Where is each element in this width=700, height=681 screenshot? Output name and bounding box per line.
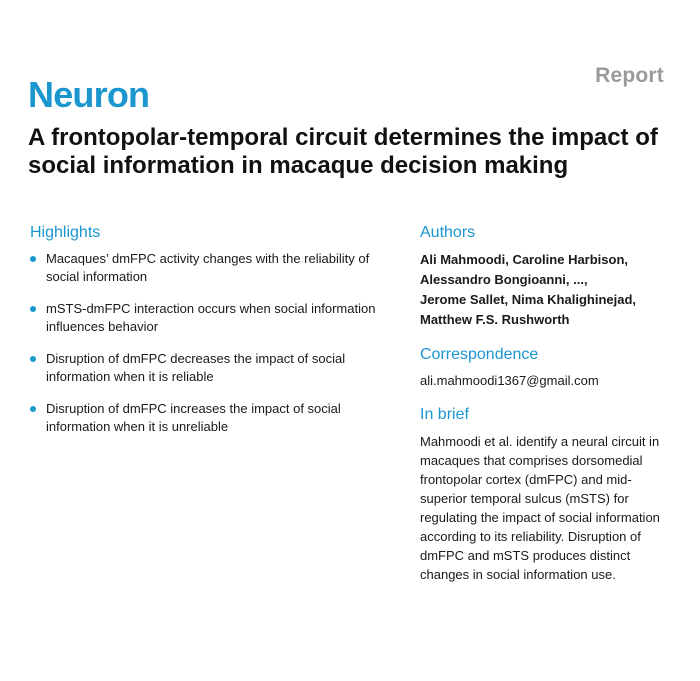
highlights-heading: Highlights [30,224,101,241]
bullet-icon [30,406,36,412]
highlight-text: mSTS-dmFPC interaction occurs when social information influences behavior [46,301,376,334]
article-title: A frontopolar-temporal circuit determines the impact of social information in macaque decision making [28,124,658,179]
sidebar-info [420,224,672,584]
in-brief-text: Mahmoodi et al. identify a neural circuit in macaques that comprises dorsomedial frontopolar cortex (dmFPC) and mid-superior temporal sulcus (mSTS) for regulating the impact of social information according to its reliability. Disruption of dmFPC and mSTS produces distinct changes in social information use. [420,434,660,582]
highlights-list [30,250,390,436]
bullet-icon [30,256,36,262]
highlight-item [30,300,390,336]
highlight-text: Disruption of dmFPC increases the impact of social information when it is unreliable [46,401,341,434]
highlight-text: Disruption of dmFPC decreases the impact of social information when it is reliable [46,351,346,384]
correspondence-email-link[interactable]: ali.mahmoodi1367@gmail.com [420,373,599,388]
correspondence-heading: Correspondence [420,346,539,363]
authors-heading: Authors [420,224,476,241]
in-brief-heading: In brief [420,406,469,423]
authors-list [420,250,672,330]
article-type-label: Report [595,64,664,87]
author-line: Matthew F.S. Rushworth [420,312,570,327]
highlight-item [30,250,390,286]
highlights-section [30,224,390,450]
author-line: Jerome Sallet, Nima Khalighinejad, [420,292,637,307]
journal-name: Neuron [28,74,150,115]
author-line: Alessandro Bongioanni, ..., [420,272,588,287]
highlight-text: Macaques’ dmFPC activity changes with the reliability of social information [46,251,370,284]
highlight-item [30,350,390,386]
bullet-icon [30,356,36,362]
highlight-item [30,400,390,436]
bullet-icon [30,306,36,312]
author-line: Ali Mahmoodi, Caroline Harbison, [420,252,629,267]
